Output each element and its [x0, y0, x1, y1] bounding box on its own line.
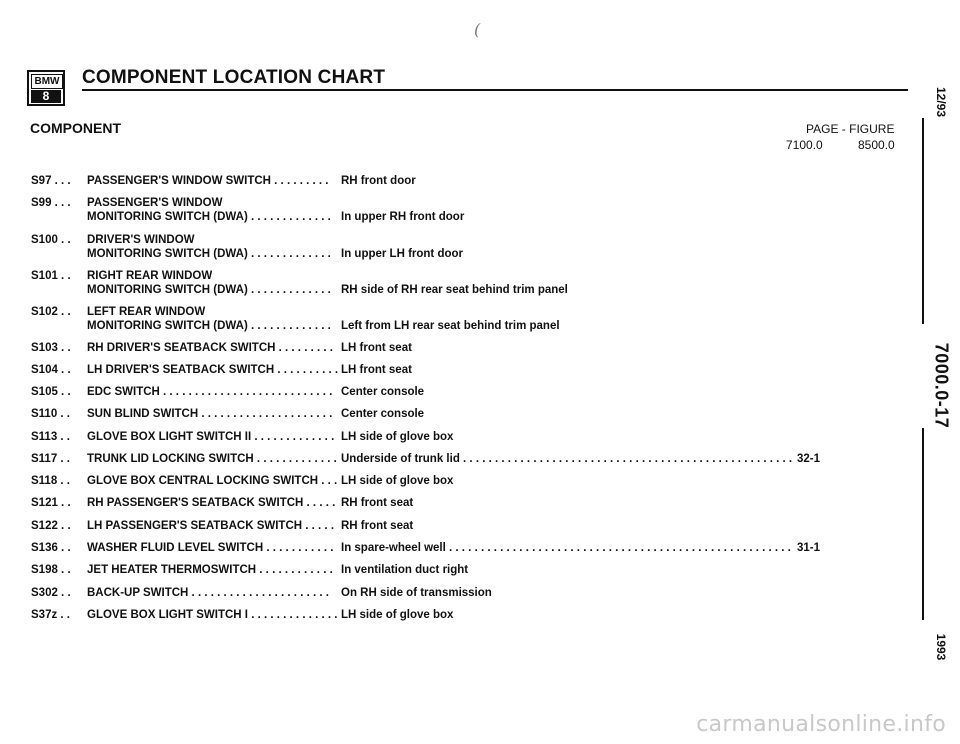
row-code: S103 . .	[31, 342, 71, 354]
row-location: LH side of glove box	[341, 431, 454, 443]
row-location: In upper RH front door	[341, 211, 465, 223]
row-location: RH side of RH rear seat behind trim panel	[341, 284, 568, 296]
row-location: LH front seat	[341, 364, 412, 376]
row-component: RIGHT REAR WINDOW	[87, 270, 213, 282]
row-code: S105 . .	[31, 386, 71, 398]
row-code: S100 . .	[31, 234, 71, 246]
row-component-line2: MONITORING SWITCH (DWA) . . . . . . . . . . . . .	[87, 211, 331, 223]
row-component-line2: MONITORING SWITCH (DWA) . . . . . . . . . . . . .	[87, 248, 331, 260]
page-number: 7000.0-17	[931, 342, 952, 429]
row-component-line2: MONITORING SWITCH (DWA) . . . . . . . . . . . . .	[87, 284, 331, 296]
row-component: LEFT REAR WINDOW	[87, 306, 206, 318]
margin-rule-top	[922, 118, 924, 324]
logo-bmw-text: BMW	[31, 74, 63, 89]
page-reference: 7100.0	[786, 138, 823, 152]
row-component: GLOVE BOX CENTRAL LOCKING SWITCH . . .	[87, 475, 338, 487]
row-component: TRUNK LID LOCKING SWITCH . . . . . . . . . . . . .	[87, 453, 337, 465]
row-location: Center console	[341, 386, 425, 398]
row-component: GLOVE BOX LIGHT SWITCH II . . . . . . . . . . . . .	[87, 431, 335, 443]
row-code: S104 . .	[31, 364, 71, 376]
row-location: Left from LH rear seat behind trim panel	[341, 320, 560, 332]
row-code: S37z . .	[31, 609, 70, 621]
row-location: Center console	[341, 408, 425, 420]
row-location: In ventilation duct right	[341, 564, 469, 576]
logo-series-text: 8	[31, 90, 61, 103]
row-location: In upper LH front door	[341, 248, 464, 260]
row-code: S302 . .	[31, 587, 71, 599]
row-code: S117 . .	[31, 453, 71, 465]
row-code: S136 . .	[31, 542, 71, 554]
row-code: S97 . . .	[31, 175, 71, 187]
row-code: S122 . .	[31, 520, 71, 532]
row-component: RH DRIVER'S SEATBACK SWITCH . . . . . . . . .	[87, 342, 333, 354]
model-year: 1993	[934, 633, 948, 661]
page-title: COMPONENT LOCATION CHART	[82, 67, 386, 88]
row-component: GLOVE BOX LIGHT SWITCH I . . . . . . . . . . . . . .	[87, 609, 338, 621]
row-component-line2: MONITORING SWITCH (DWA) . . . . . . . . . . . . .	[87, 320, 331, 332]
row-figure-ref: 31-1	[797, 542, 821, 554]
row-location: LH front seat	[341, 342, 412, 354]
watermark: carmanualsonline.info	[696, 712, 946, 737]
stray-mark: (	[474, 20, 481, 39]
component-heading: COMPONENT	[30, 120, 121, 136]
row-code: S99 . . .	[31, 197, 71, 209]
row-component: DRIVER'S WINDOW	[87, 234, 195, 246]
row-location: RH front seat	[341, 497, 414, 509]
row-component: SUN BLIND SWITCH . . . . . . . . . . . . . . . . . . . . .	[87, 408, 333, 420]
row-code: S110 . .	[31, 408, 71, 420]
row-location: RH front door	[341, 175, 416, 187]
row-code: S113 . .	[31, 431, 71, 443]
row-figure-ref: 32-1	[797, 453, 821, 465]
row-location: LH side of glove box	[341, 609, 454, 621]
row-code: S101 . .	[31, 270, 71, 282]
row-location: In spare-wheel well . . . . . . . . . . . . . . . . . . . . . . . . . . . . . . . . . . . . . . . . . . . . . . . . . . . . . .	[341, 542, 791, 554]
row-code: S102 . .	[31, 306, 71, 318]
margin-rule-bottom	[922, 428, 924, 620]
revision-date: 12/93	[934, 86, 948, 118]
row-code: S121 . .	[31, 497, 71, 509]
row-location: RH front seat	[341, 520, 414, 532]
figure-reference: 8500.0	[858, 138, 895, 152]
row-component: JET HEATER THERMOSWITCH . . . . . . . . . . . .	[87, 564, 333, 576]
row-location: LH side of glove box	[341, 475, 454, 487]
row-code: S198 . .	[31, 564, 71, 576]
row-component: BACK-UP SWITCH . . . . . . . . . . . . . . . . . . . . . .	[87, 587, 329, 599]
row-location: On RH side of transmission	[341, 587, 492, 599]
row-component: EDC SWITCH . . . . . . . . . . . . . . . . . . . . . . . . . . .	[87, 386, 333, 398]
row-component: LH DRIVER'S SEATBACK SWITCH . . . . . . . . . .	[87, 364, 339, 376]
row-component: PASSENGER'S WINDOW	[87, 197, 223, 209]
row-code: S118 . .	[31, 475, 71, 487]
row-component: RH PASSENGER'S SEATBACK SWITCH . . . . .	[87, 497, 336, 509]
row-component: PASSENGER'S WINDOW SWITCH . . . . . . . . .	[87, 175, 329, 187]
row-component: WASHER FLUID LEVEL SWITCH . . . . . . . . . . .	[87, 542, 334, 554]
row-location: Underside of trunk lid . . . . . . . . . . . . . . . . . . . . . . . . . . . . . . . . . . . . . . . . . . . . . . . . . . . .	[341, 453, 793, 465]
row-component: LH PASSENGER'S SEATBACK SWITCH . . . . .	[87, 520, 335, 532]
page-figure-label: PAGE - FIGURE	[806, 122, 895, 136]
